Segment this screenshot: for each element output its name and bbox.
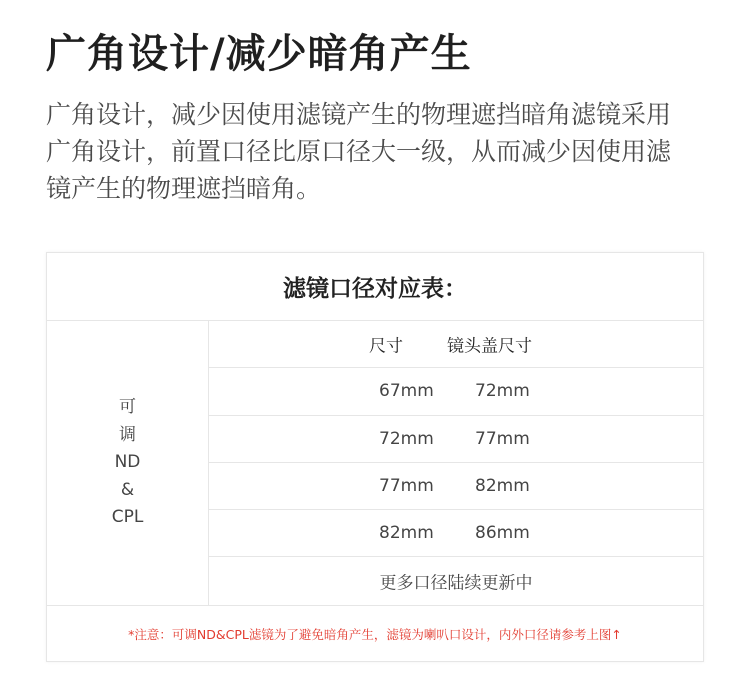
warning-note: *注意：可调ND&CPL滤镜为了避免暗角产生，滤镜为喇叭口设计，内外口径请参考上图↑ [47, 605, 703, 661]
row-cap: 86mm [475, 523, 530, 544]
row-size: 82mm [379, 523, 434, 544]
row-size: 72mm [379, 428, 434, 449]
row-cap: 72mm [475, 381, 530, 402]
row-cap: 77mm [475, 428, 530, 449]
filter-size-table [46, 252, 704, 662]
table-header-row [209, 321, 703, 368]
left-label-line: & [120, 479, 135, 500]
table-row [209, 368, 703, 415]
header-size: 尺寸 [369, 336, 403, 357]
left-label-line: 调 [119, 424, 136, 445]
left-label-line: ND [114, 452, 141, 473]
table-row [209, 510, 703, 557]
row-cap: 82mm [475, 476, 530, 497]
table-row [209, 416, 703, 463]
table-title: 滤镜口径对应表： [47, 253, 703, 321]
row-size: 77mm [379, 476, 434, 497]
left-label-line: 可 [119, 397, 136, 418]
table-row [209, 463, 703, 510]
left-label-line: CPL [111, 507, 144, 528]
page-title: 广角设计/减少暗角产生 [46, 31, 472, 77]
more-sizes-text: 更多口径陆续更新中 [379, 573, 533, 594]
table-more-row [209, 557, 703, 604]
table-left-label [47, 321, 209, 605]
description-paragraph: 广角设计，减少因使用滤镜产生的物理遮挡暗角滤镜采用广角设计，前置口径比原口径大一级，从而减少因使用滤镜产生的物理遮挡暗角。 [46, 100, 672, 203]
header-cap-size: 镜头盖尺寸 [447, 336, 532, 357]
row-size: 67mm [379, 381, 434, 402]
table-rows [209, 321, 703, 605]
